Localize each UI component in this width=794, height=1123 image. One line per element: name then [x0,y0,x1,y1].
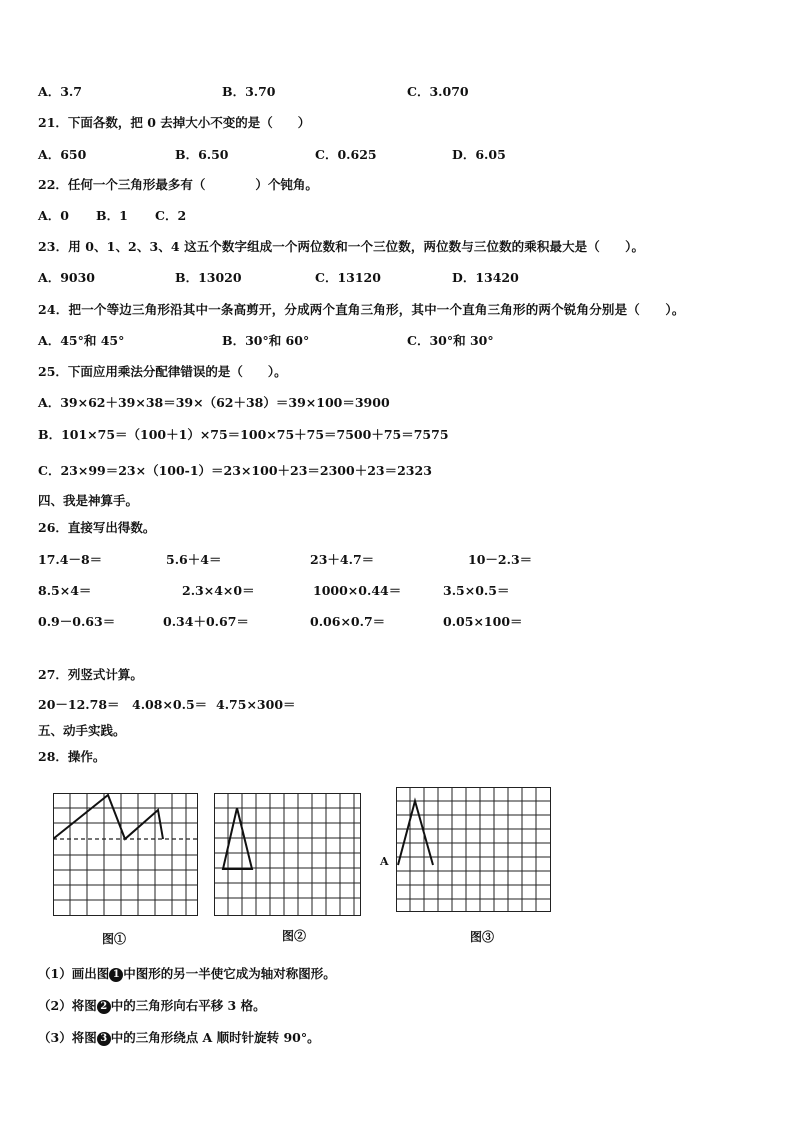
section-4-heading: 四、我是神算手。 [38,493,139,508]
task-3-prefix: （3）将图 [38,1030,97,1045]
q25-option-a: A．39×62＋39×38＝39×（62＋38）＝39×100＝3900 [38,395,390,410]
q23-option-b: B．13020 [175,270,242,285]
q22-option-b: B．1 [96,208,128,223]
q26-item: 8.5×4＝ [38,583,92,598]
q27-stem: 27．列竖式计算。 [38,667,143,682]
q23-option-d: D．13420 [452,270,519,285]
q22-option-a: A．0 [38,208,69,223]
figure-2-marker: 2 [97,1000,111,1014]
task-1-prefix: （1）画出图 [38,966,110,981]
q28-stem: 28．操作。 [38,749,106,764]
figure-3-marker: 3 [97,1032,111,1046]
q21-stem: 21．下面各数，把 0 去掉大小不变的是（ ） [38,115,311,130]
task-1-suffix: 中图形的另一半使它成为轴对称图形。 [123,966,336,981]
figure-2-caption: 图② [282,929,307,943]
figure-1-grid [53,793,199,917]
task-3-suffix: 中的三角形绕点 A 顺时针旋转 90°。 [110,1030,320,1045]
q20-option-b: B．3.70 [222,84,276,99]
q23-option-a: A．9030 [38,270,95,285]
q26-stem: 26．直接写出得数。 [38,520,156,535]
q21-option-c: C．0.625 [315,147,377,162]
q24-stem: 24．把一个等边三角形沿其中一条高剪开，分成两个直角三角形，其中一个直角三角形的两个锐角分别是（ ）。 [38,302,685,317]
q26-item: 2.3×4×0＝ [182,583,255,598]
q27-item: 20－12.78＝ [38,697,120,712]
point-a-label: A [380,855,389,868]
q20-option-c: C．3.070 [407,84,469,99]
q26-item: 10－2.3＝ [468,552,533,567]
q26-item: 0.06×0.7＝ [310,614,386,629]
q28-task-3 [38,1030,320,1046]
figure-1-caption: 图① [102,932,127,946]
q27-item: 4.75×300＝ [216,697,296,712]
figure-1-marker: 1 [109,968,123,982]
q21-option-b: B．6.50 [175,147,229,162]
task-2-suffix: 中的三角形向右平移 3 格。 [110,998,266,1013]
q24-option-a: A．45°和 45° [38,333,125,348]
q20-option-a: A．3.7 [38,84,82,99]
figure-3-caption: 图③ [470,930,495,944]
q26-item: 17.4－8＝ [38,552,103,567]
q26-item: 5.6＋4＝ [166,552,222,567]
q27-item: 4.08×0.5＝ [132,697,208,712]
q24-option-c: C．30°和 30° [407,333,494,348]
q26-item: 23＋4.7＝ [310,552,375,567]
section-5-heading: 五、动手实践。 [38,723,126,738]
q24-option-b: B．30°和 60° [222,333,310,348]
q21-option-d: D．6.05 [452,147,506,162]
q25-stem: 25．下面应用乘法分配律错误的是（ ）。 [38,364,287,379]
q22-option-c: C．2 [155,208,187,223]
q22-stem: 22．任何一个三角形最多有（ ）个钝角。 [38,177,318,192]
q26-item: 0.05×100＝ [443,614,523,629]
q23-option-c: C．13120 [315,270,381,285]
q25-option-b: B．101×75＝（100＋1）×75＝100×75＋75＝7500＋75＝7575 [38,427,449,442]
q26-item: 1000×0.44＝ [313,583,402,598]
task-2-prefix: （2）将图 [38,998,97,1013]
q26-item: 0.34＋0.67＝ [163,614,249,629]
q21-option-a: A．650 [38,147,87,162]
q28-task-1 [38,966,336,982]
q26-item: 3.5×0.5＝ [443,583,510,598]
figure-2-grid [214,793,362,917]
q26-item: 0.9－0.63＝ [38,614,116,629]
q28-task-2 [38,998,266,1014]
figure-3-grid [396,787,552,913]
q25-option-c: C．23×99＝23×（100-1）＝23×100＋23＝2300＋23＝2323 [38,463,432,478]
q23-stem: 23．用 0、1、2、3、4 这五个数字组成一个两位数和一个三位数，两位数与三位数的乘积最大是（ ）。 [38,239,645,254]
